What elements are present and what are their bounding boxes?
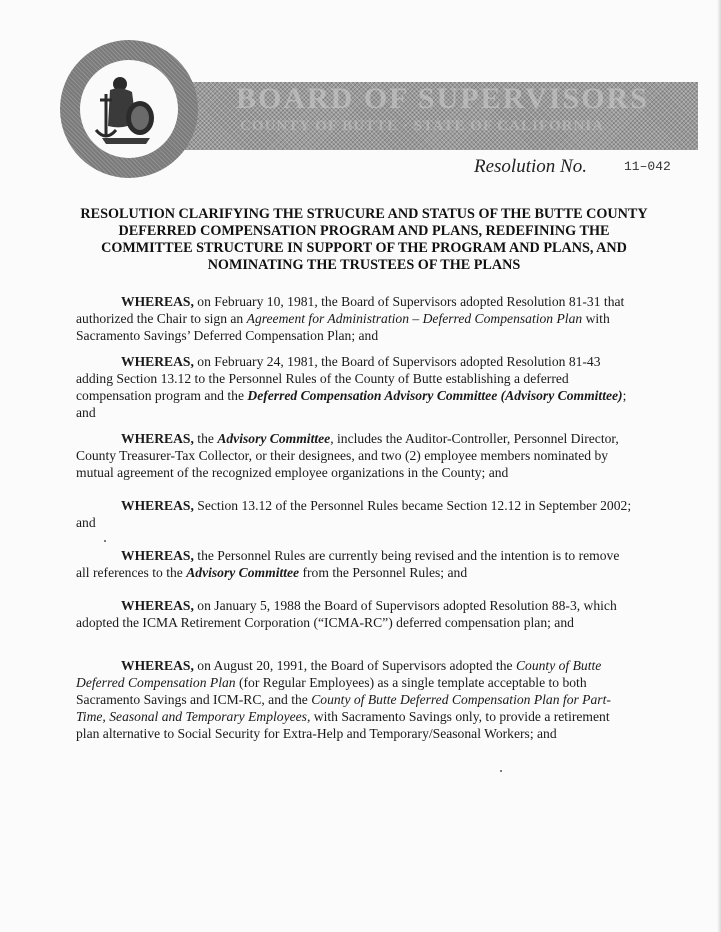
resolution-label: Resolution No. (474, 156, 587, 177)
whereas-paragraph (76, 430, 636, 481)
whereas-paragraph (76, 547, 636, 581)
whereas-lead: WHEREAS, (121, 354, 194, 369)
paragraph-text: on February 10, 1981, the Board of Supervisors adopted Resolution 81-31 that authorized the Chair to sign an (76, 294, 625, 326)
scan-speck (500, 770, 502, 772)
whereas-lead: WHEREAS, (121, 431, 194, 446)
paragraph-text: County of Butte Deferred Compensation Plan for Part-Time, Seasonal and Temporary Employees, (76, 692, 611, 724)
paragraph-text: the (193, 431, 218, 446)
paragraph-text: on February 24, 1981, the Board of Supervisors adopted Resolution 81-43 adding Section 13.12 to the Personnel Rules of the County of Butte establishing a deferred compensation program and the (76, 354, 601, 403)
paragraph-text: on August 20, 1991, the Board of Supervisors adopted the (193, 658, 516, 673)
scan-speck (104, 540, 106, 542)
whereas-lead: WHEREAS, (121, 498, 194, 513)
paragraph-text: Advisory Committee (186, 565, 300, 580)
paragraph-text: , includes the Auditor-Controller, Personnel Director, County Treasurer-Tax Collector, or their designees, and two (2) employee members nominated by mutual agreement of the recognized employee organizations in the County; and (76, 431, 619, 480)
banner-title: BOARD OF SUPERVISORS (236, 82, 649, 115)
paragraph-text: ; and (76, 388, 627, 420)
whereas-lead: WHEREAS, (121, 548, 194, 563)
whereas-paragraph (76, 597, 636, 631)
seal-figure-icon (80, 60, 178, 158)
whereas-lead: WHEREAS, (121, 294, 194, 309)
paragraph-text: County of Butte Deferred Compensation Plan (76, 658, 602, 690)
whereas-paragraph (76, 353, 636, 421)
paragraph-text: the Personnel Rules are currently being revised and the intention is to remove all references to the (76, 548, 620, 580)
paragraph-text: with Sacramento Savings only, to provide a retirement plan alternative to Social Security for Extra-Help and Temporary/Seasonal Workers; and (76, 709, 610, 741)
whereas-paragraph (76, 293, 636, 344)
resolution-number: 11–042 (624, 159, 671, 174)
paragraph-text: Advisory Committee (217, 431, 331, 446)
whereas-paragraph (76, 497, 636, 531)
paragraph-text: with Sacramento Savings’ Deferred Compensation Plan; and (76, 311, 610, 343)
whereas-lead: WHEREAS, (121, 598, 194, 613)
resolution-title: RESOLUTION CLARIFYING THE STRUCURE AND STATUS OF THE BUTTE COUNTY DEFERRED COMPENSATION PROGRAM AND PLANS, REDEFINING THE COMMITTEE STRUCTURE IN SUPPORT OF THE PROGRAM AND PLANS, AND NOMINATING THE TRUSTEES OF THE PLANS (80, 206, 648, 273)
paragraph-text: Deferred Compensation Advisory Committee (Advisory Committee) (247, 388, 623, 403)
scan-edge (717, 0, 721, 932)
whereas-paragraph (76, 657, 636, 742)
county-seal-logo (60, 40, 198, 178)
whereas-lead: WHEREAS, (121, 658, 194, 673)
banner-subtitle: COUNTY OF BUTTE · STATE OF CALIFORNIA (240, 118, 604, 134)
paragraph-text: Section 13.12 of the Personnel Rules became Section 12.12 in September 2002; and (76, 498, 632, 530)
paragraph-text: Agreement for Administration – Deferred Compensation Plan (246, 311, 583, 326)
paragraph-text: from the Personnel Rules; and (299, 565, 468, 580)
paragraph-text: on January 5, 1988 the Board of Supervisors adopted Resolution 88-3, which adopted the ICMA Retirement Corporation (“ICMA-RC”) deferred compensation plan; and (76, 598, 617, 630)
paragraph-text: (for Regular Employees) as a single template acceptable to both Sacramento Savings and ICM-RC, and the (76, 675, 587, 707)
